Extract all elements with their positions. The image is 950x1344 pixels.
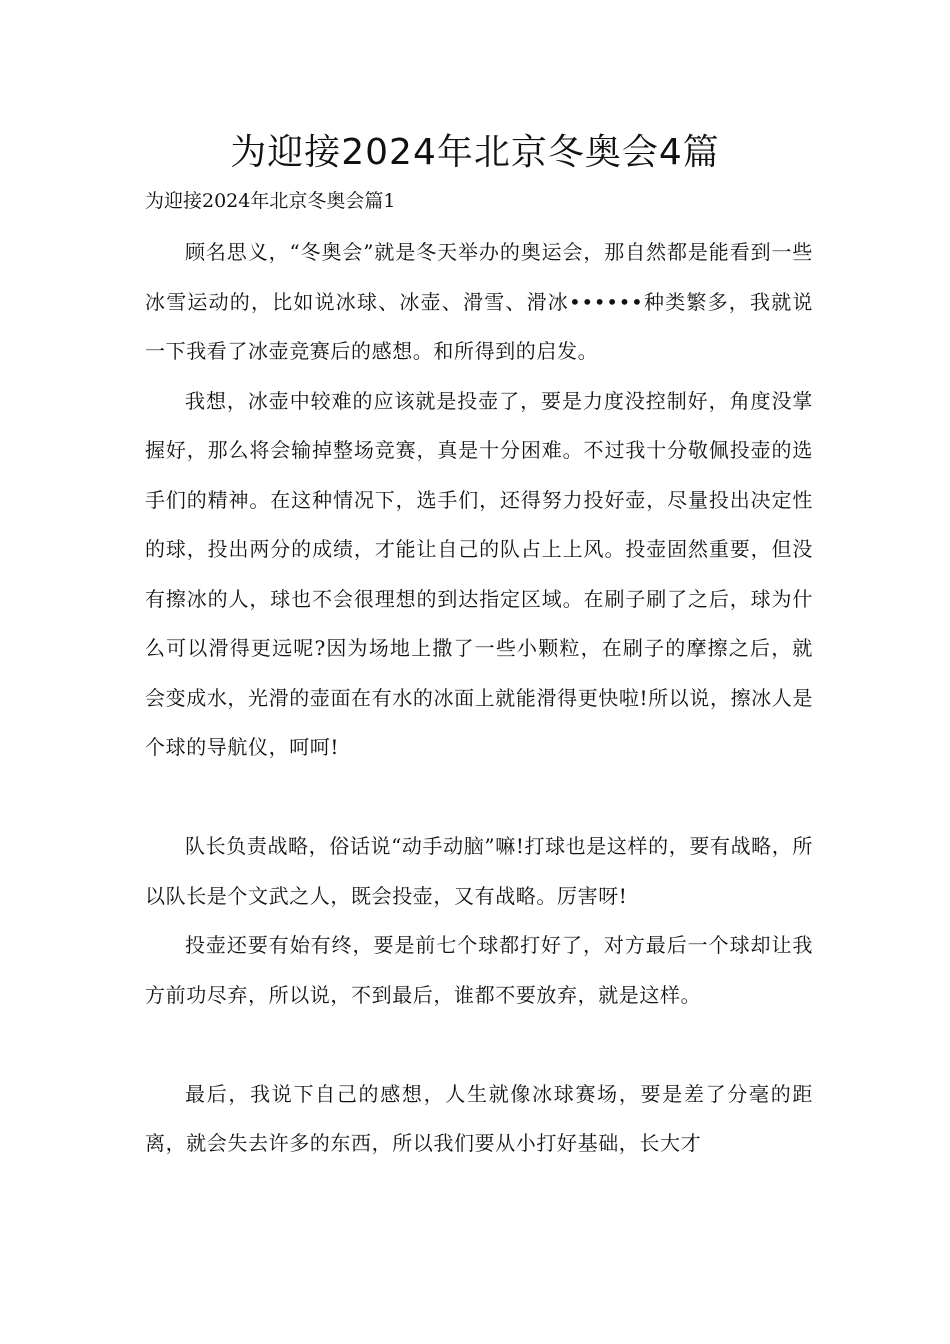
paragraph-2: 我想，冰壶中较难的应该就是投壶了，要是力度没控制好，角度没掌握好，那么将会输掉整场竞赛，真是十分困难。不过我十分敬佩投壶的选手们的精神。在这种情况下，选手们，还得努力投好壶，尽量投出决定性的球，投出两分的成绩，才能让自己的队占上上风。投壶固然重要，但没有擦冰的人，球也不会很理想的到达指定区域。在刷子刷了之后，球为什么可以滑得更远呢?因为场地上撒了一些小颗粒，在刷子的摩擦之后，就会变成水，光滑的壶面在有水的冰面上就能滑得更快啦!所以说，擦冰人是个球的导航仪，呵呵! bbox=[145, 388, 813, 759]
paragraph-5: 最后，我说下自己的感想，人生就像冰球赛场，要是差了分毫的距离，就会失去许多的东西，所以我们要从小打好基础，长大才 bbox=[145, 1081, 813, 1155]
blank-line bbox=[145, 773, 813, 823]
paragraph-3: 队长负责战略，俗话说“动手动脑”嘛!打球也是这样的，要有战略，所以队长是个文武之人，既会投壶，又有战略。厉害呀! bbox=[145, 834, 813, 908]
document-title: 为迎接2024年北京冬奥会4篇 bbox=[230, 132, 720, 173]
document-body bbox=[145, 228, 813, 1169]
paragraph-4: 投壶还要有始有终，要是前七个球都打好了，对方最后一个球却让我方前功尽弃，所以说，不到最后，谁都不要放弃，就是这样。 bbox=[145, 933, 813, 1007]
paragraph-1: 顾名思义，“冬奥会”就是冬天举办的奥运会，那自然都是能看到一些冰雪运动的，比如说冰球、冰壶、滑雪、滑冰••••••种类繁多，我就说一下我看了冰壶竞赛后的感想。和所得到的启发。 bbox=[145, 240, 813, 363]
section-subtitle: 为迎接2024年北京冬奥会篇1 bbox=[145, 190, 396, 212]
blank-line bbox=[145, 1020, 813, 1070]
